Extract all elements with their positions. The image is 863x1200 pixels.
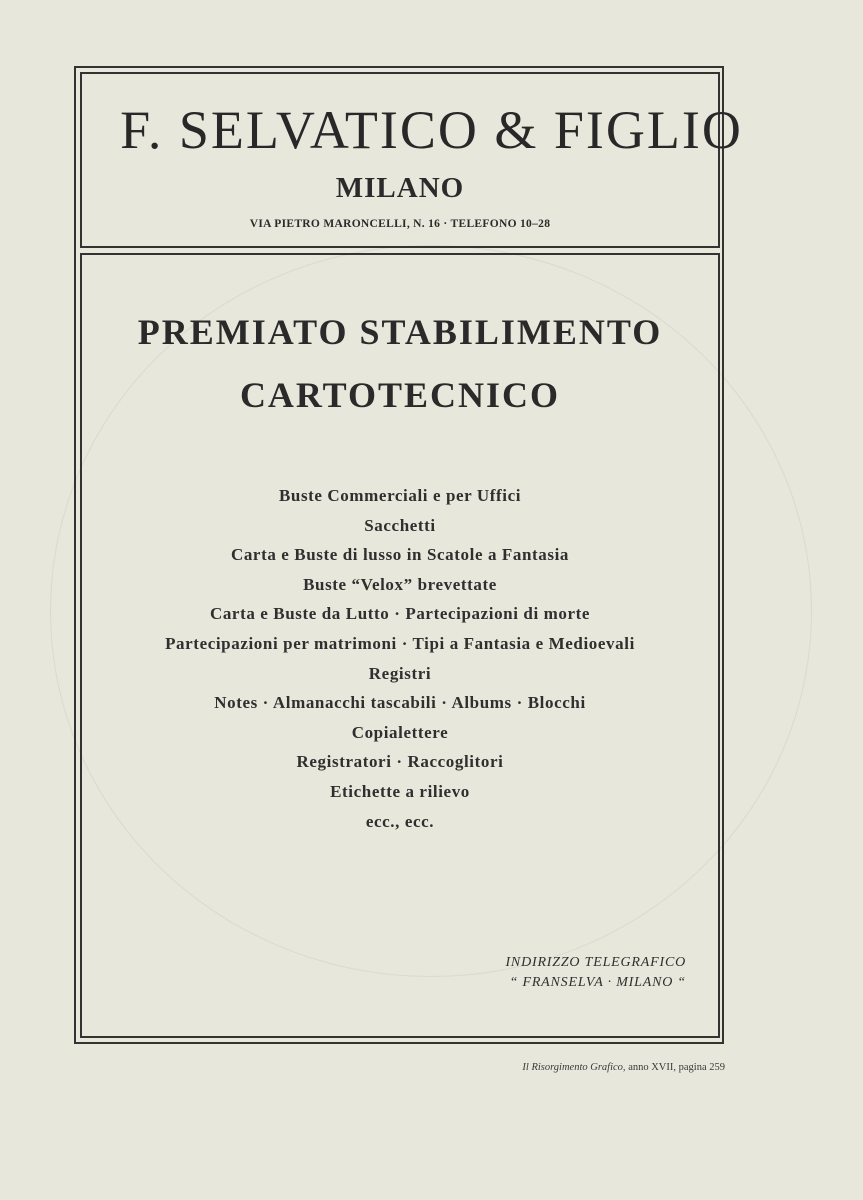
company-address: VIA PIETRO MARONCELLI, N. 16 · TELEFONO 10–28 <box>249 218 551 230</box>
product-item: ecc., ecc. <box>365 811 435 831</box>
product-item: Registri <box>368 663 432 683</box>
product-item: Registratori · Raccoglitori <box>296 752 504 772</box>
headline-line-1: PREMIATO STABILIMENTO <box>137 312 663 352</box>
company-name: F. SELVATICO & FIGLIO <box>120 100 743 160</box>
product-item: Partecipazioni per matrimoni · Tipi a Fantasia e Medioevali <box>165 633 635 653</box>
product-item: Notes · Almanacchi tascabili · Albums · Blocchi <box>214 693 586 713</box>
page-footer <box>522 1061 725 1075</box>
company-city: MILANO <box>335 172 465 204</box>
telegraph-label: INDIRIZZO TELEGRAFICO <box>505 955 686 970</box>
product-list <box>0 481 800 836</box>
telegraph-address: “ FRANSELVA · MILANO “ <box>509 975 686 990</box>
headline-line-2: CARTOTECNICO <box>239 375 561 415</box>
product-item: Buste “Velox” brevettate <box>303 574 497 594</box>
product-item: Carta e Buste da Lutto · Partecipazioni di morte <box>209 604 591 624</box>
issue-info: anno XVII, pagina 259 <box>625 1062 725 1073</box>
product-item: Copialettere <box>351 722 449 742</box>
product-item: Buste Commerciali e per Uffici <box>278 486 522 505</box>
magazine-title: Il Risorgimento Grafico, <box>522 1062 626 1073</box>
telegraph-block <box>505 953 686 993</box>
product-item: Sacchetti <box>364 515 436 535</box>
product-item: Etichette a rilievo <box>330 781 470 801</box>
product-item: Carta e Buste di lusso in Scatole a Fantasia <box>230 545 570 565</box>
